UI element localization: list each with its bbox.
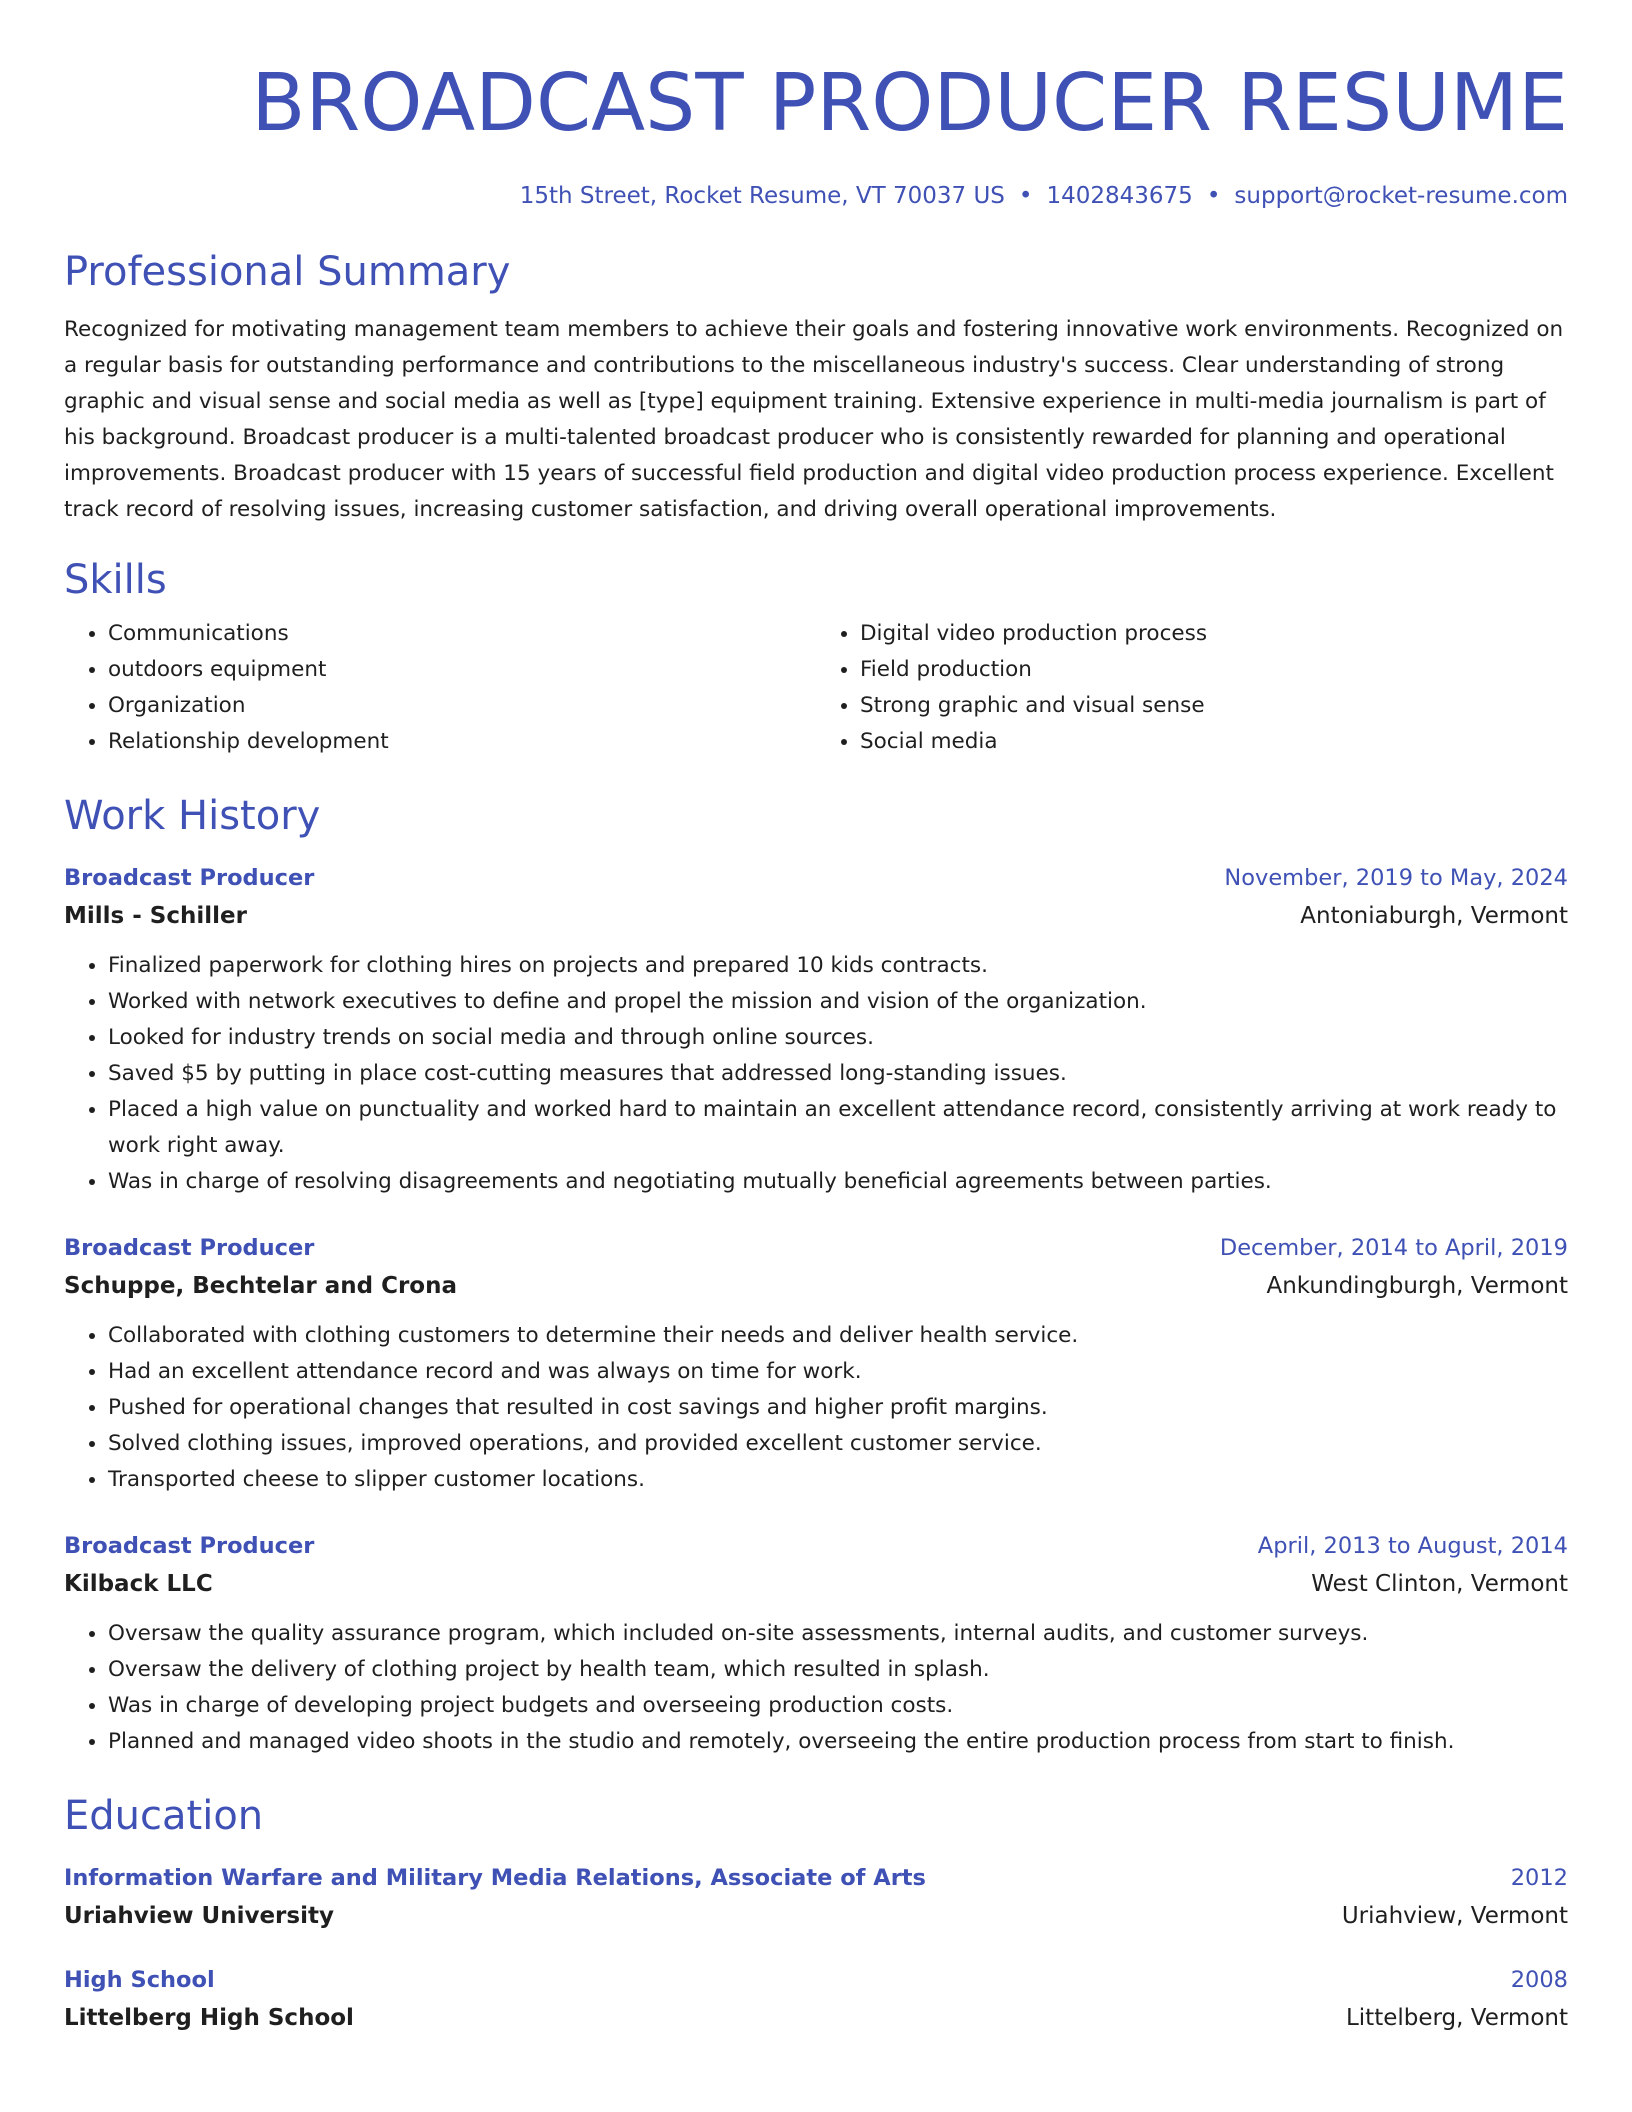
education-school: Uriahview University [64, 1903, 334, 1929]
job-bullet: • Had an excellent attendance record and was always on time for work. [108, 1354, 1568, 1390]
education-location: Littelberg, Vermont [1345, 2005, 1568, 2031]
skill-item: • Organization [108, 688, 816, 724]
work-history-heading: Work History [64, 793, 321, 839]
skill-item: • Communications [108, 616, 816, 652]
contact-phone: 1402843675 [1046, 183, 1193, 209]
skills-list [64, 616, 1568, 760]
summary-text: Recognized for motivating management team members to achieve their goals and fostering innovative work environments. Recognized on a regular basis for outstanding performance and contributions to the miscellaneous industry's success. Clear understanding of strong graphic and visual sense and social media as well as [type] equipment training. Extensive experience in multi-media journalism is part of his background. Broadcast producer is a multi-talented broadcast producer who is consistently rewarded for planning and operational improvements. Broadcast producer with 15 years of successful field production and digital video production process experience. Excellent track record of resolving issues, increasing customer satisfaction, and driving overall operational improvements. [64, 317, 1564, 522]
job-entry [64, 1230, 1568, 1498]
job-bullets [64, 948, 1568, 1200]
job-bullet: • Looked for industry trends on social media and through online sources. [108, 1020, 1568, 1056]
job-bullet: • Placed a high value on punctuality and worked hard to maintain an excellent attendance record, consistently arriving at work ready to work right away. [108, 1092, 1568, 1164]
contact-email[interactable]: support@rocket-resume.com [1234, 183, 1568, 209]
job-entry [64, 1528, 1568, 1760]
job-bullet: • Was in charge of developing project budgets and overseeing production costs. [108, 1688, 1568, 1724]
skills-column-left [64, 616, 816, 760]
job-location: Antoniaburgh, Vermont [1300, 903, 1568, 929]
job-dates: April, 2013 to August, 2014 [1257, 1533, 1568, 1559]
skill-item: • Strong graphic and visual sense [860, 688, 1568, 724]
job-dates: November, 2019 to May, 2024 [1224, 865, 1568, 891]
resume-title: BROADCAST PRODUCER RESUME [251, 57, 1568, 149]
job-company: Mills - Schiller [64, 903, 247, 929]
skill-item: • outdoors equipment [108, 652, 816, 688]
job-bullet: • Oversaw the delivery of clothing project by health team, which resulted in splash. [108, 1652, 1568, 1688]
job-bullets [64, 1616, 1568, 1760]
job-bullet: • Planned and managed video shoots in the studio and remotely, overseeing the entire production process from start to finish. [108, 1724, 1568, 1760]
job-bullet: • Saved $5 by putting in place cost-cutting measures that addressed long-standing issues. [108, 1056, 1568, 1092]
contact-address: 15th Street, Rocket Resume, VT 70037 US [519, 183, 1005, 209]
job-entry [64, 860, 1568, 1200]
job-bullet: • Worked with network executives to define and propel the mission and vision of the organization. [108, 984, 1568, 1020]
skill-item: • Social media [860, 724, 1568, 760]
job-bullet: • Was in charge of resolving disagreements and negotiating mutually beneficial agreements between parties. [108, 1164, 1568, 1200]
job-location: Ankundingburgh, Vermont [1266, 1273, 1568, 1299]
contact-separator: • [1018, 183, 1033, 209]
contact-separator: • [1206, 183, 1221, 209]
job-location: West Clinton, Vermont [1311, 1571, 1568, 1597]
skills-heading: Skills [64, 557, 167, 603]
skills-column-right [816, 616, 1568, 760]
job-company: Schuppe, Bechtelar and Crona [64, 1273, 457, 1299]
job-bullet: • Solved clothing issues, improved operations, and provided excellent customer service. [108, 1426, 1568, 1462]
education-location: Uriahview, Vermont [1341, 1903, 1568, 1929]
job-company: Kilback LLC [64, 1571, 213, 1597]
contact-line [64, 180, 1568, 212]
job-bullet: • Oversaw the quality assurance program, which included on-site assessments, internal audits, and customer surveys. [108, 1616, 1568, 1652]
job-bullet: • Collaborated with clothing customers to determine their needs and deliver health service. [108, 1318, 1568, 1354]
skill-item: • Field production [860, 652, 1568, 688]
education-entry [64, 1962, 1568, 2038]
skill-item: • Digital video production process [860, 616, 1568, 652]
job-bullet: • Transported cheese to slipper customer locations. [108, 1462, 1568, 1498]
job-bullet: • Finalized paperwork for clothing hires on projects and prepared 10 kids contracts. [108, 948, 1568, 984]
job-dates: December, 2014 to April, 2019 [1219, 1235, 1568, 1261]
education-entry [64, 1860, 1568, 1936]
job-role: Broadcast Producer [64, 1533, 315, 1559]
skill-item: • Relationship development [108, 724, 816, 760]
education-degree: Information Warfare and Military Media Relations, Associate of Arts [64, 1865, 926, 1891]
education-degree: High School [64, 1967, 215, 1993]
education-heading: Education [64, 1793, 264, 1839]
job-role: Broadcast Producer [64, 1235, 315, 1261]
education-year: 2008 [1510, 1967, 1568, 1993]
job-bullets [64, 1318, 1568, 1498]
job-bullet: • Pushed for operational changes that resulted in cost savings and higher profit margins. [108, 1390, 1568, 1426]
job-role: Broadcast Producer [64, 865, 315, 891]
education-year: 2012 [1510, 1865, 1568, 1891]
education-school: Littelberg High School [64, 2005, 354, 2031]
summary-heading: Professional Summary [64, 249, 511, 295]
